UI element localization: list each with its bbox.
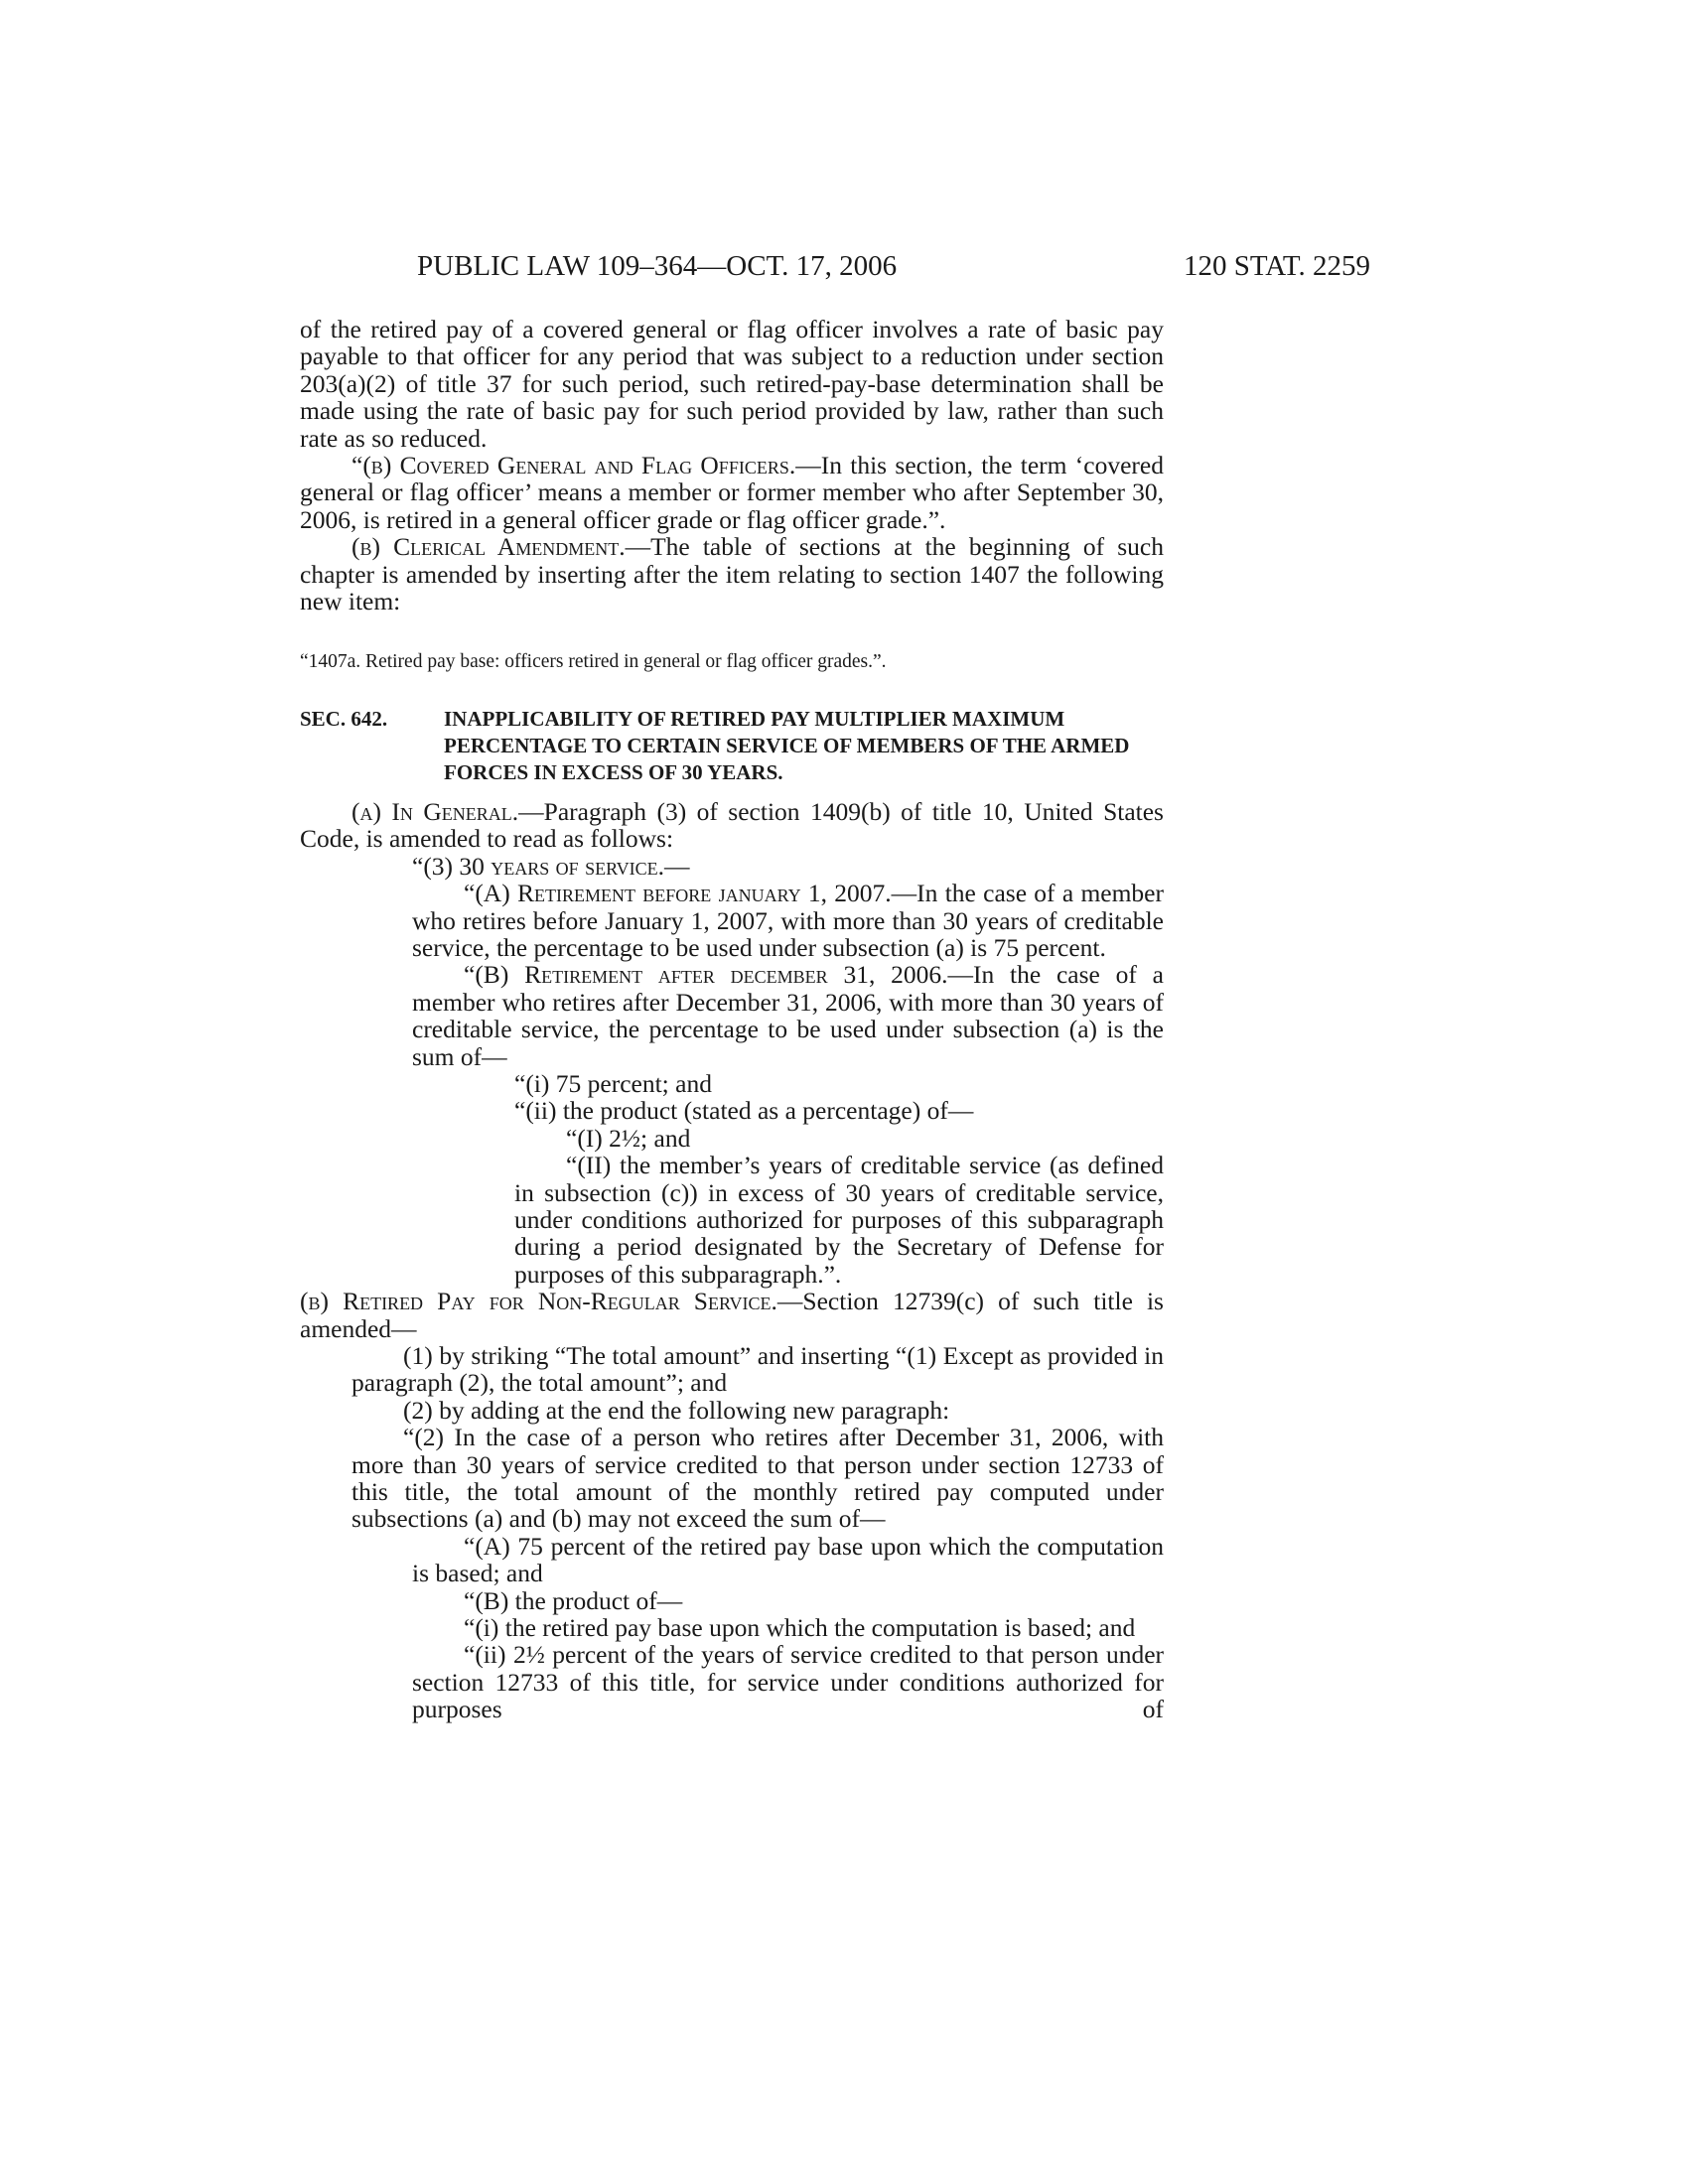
subparagraph-text: —In the case of a member who retires before January 1, 2007, with more than 30 years of creditable service, the percentage to be used under subsection (a) is 75 percent. [412, 879, 1164, 962]
subparagraph-A [300, 880, 1164, 961]
subclause-I: “(I) 2½; and [566, 1123, 691, 1153]
clause-i: “(i) 75 percent; and [514, 1068, 712, 1098]
subclause-II: “(II) the member’s years of creditable service (as defined in subsection (c)) in excess of 30 years of creditable service, under conditions authorized for purposes of this subparagraph during a period designated by the Secretary of Defense for purposes of this subparagraph.”. [514, 1151, 1164, 1289]
new-subparagraph-A: “(A) 75 percent of the retired pay base upon which the computation is based; and [412, 1531, 1164, 1588]
amendment-paragraph-2: (2) by adding at the end the following new paragraph: [403, 1395, 950, 1425]
section-heading [300, 706, 1164, 786]
subparagraph-text: —In the case of a member who retires after December 31, 2006, with more than 30 years of creditable service, the percentage to be used under subsection (a) is the sum of— [412, 960, 1165, 1071]
paragraph-text: —In this section, the term ‘covered general or flag officer’ means a member or former member who after September 30, 2006, is retired in a general officer grade or flag officer grade.”. [300, 451, 1164, 534]
document-body [300, 316, 1164, 1723]
paragraph-retired-pay-continuation: of the retired pay of a covered general or flag officer involves a rate of basic pay payable to that officer for any period that was subject to a reduction under section 203(a)(2) of title 37 for such period, such retired-pay-base determination shall be made using the rate of basic pay for such period provided by law, rather than such rate as so reduced. [300, 315, 1164, 453]
table-of-sections-item: “1407a. Retired pay base: officers retired in general or flag officer grades.”. [300, 651, 887, 673]
new-clause-ii: “(ii) 2½ percent of the years of service credited to that person under section 12733 of this title, for service under conditions authorized for purposes of [412, 1640, 1164, 1724]
page-header [417, 250, 1370, 290]
paragraph-covered-officers [300, 452, 1164, 533]
subsection-text: —Section 12739(c) of such title is amended— [300, 1287, 1164, 1343]
subparagraph-heading: “(B) Retirement after december 31, 2006. [464, 960, 948, 990]
paragraph-heading: (b) Clerical Amendment. [352, 532, 626, 562]
section-number: SEC. 642. [300, 706, 388, 731]
paragraph-clerical-amendment [300, 533, 1164, 614]
paragraph-heading: “(3) 30 years of service.— [412, 851, 690, 881]
amendment-paragraph-1: (1) by striking “The total amount” and inserting “(1) Except as provided in paragraph (2), the total amount”; and [352, 1341, 1164, 1398]
subsection-text: —Paragraph (3) of section 1409(b) of title 10, United States Code, is amended to read as follows: [300, 796, 1164, 854]
new-clause-i: “(i) the retired pay base upon which the computation is based; and [464, 1613, 1136, 1643]
header-stat-citation: 120 STAT. 2259 [1183, 250, 1370, 282]
clause-ii: “(ii) the product (stated as a percentage) of— [514, 1096, 974, 1126]
subparagraph-heading: “(A) Retirement before january 1, 2007. [464, 879, 892, 908]
subsection-heading: (b) Retired Pay for Non-Regular Service. [300, 1287, 777, 1316]
new-paragraph-2: “(2) In the case of a person who retires after December 31, 2006, with more than 30 years of service credited to that person under section 12733 of this title, the total amount of the monthly retired pay computed under subsections (a) and (b) may not exceed the sum of— [352, 1423, 1164, 1534]
paragraph-text: —The table of sections at the beginning of such chapter is amended by inserting after the item relating to section 1407 the following new item: [300, 532, 1164, 616]
subsection-heading: (a) In General. [352, 796, 519, 826]
subsection-a-in-general [300, 798, 1164, 853]
new-subparagraph-B: “(B) the product of— [464, 1585, 683, 1615]
subparagraph-B [300, 961, 1164, 1070]
header-title: PUBLIC LAW 109–364—OCT. 17, 2006 [417, 250, 898, 282]
section-title: INAPPLICABILITY OF RETIRED PAY MULTIPLIER MAXIMUM PERCENTAGE TO CERTAIN SERVICE OF MEMBERS OF THE ARMED FORCES IN EXCESS OF 30 YEARS. [444, 706, 1130, 784]
paragraph-30-years [300, 853, 1164, 880]
subsection-b-non-regular-service [300, 1288, 1164, 1342]
paragraph-heading: “(b) Covered General and Flag Officers. [352, 451, 796, 480]
